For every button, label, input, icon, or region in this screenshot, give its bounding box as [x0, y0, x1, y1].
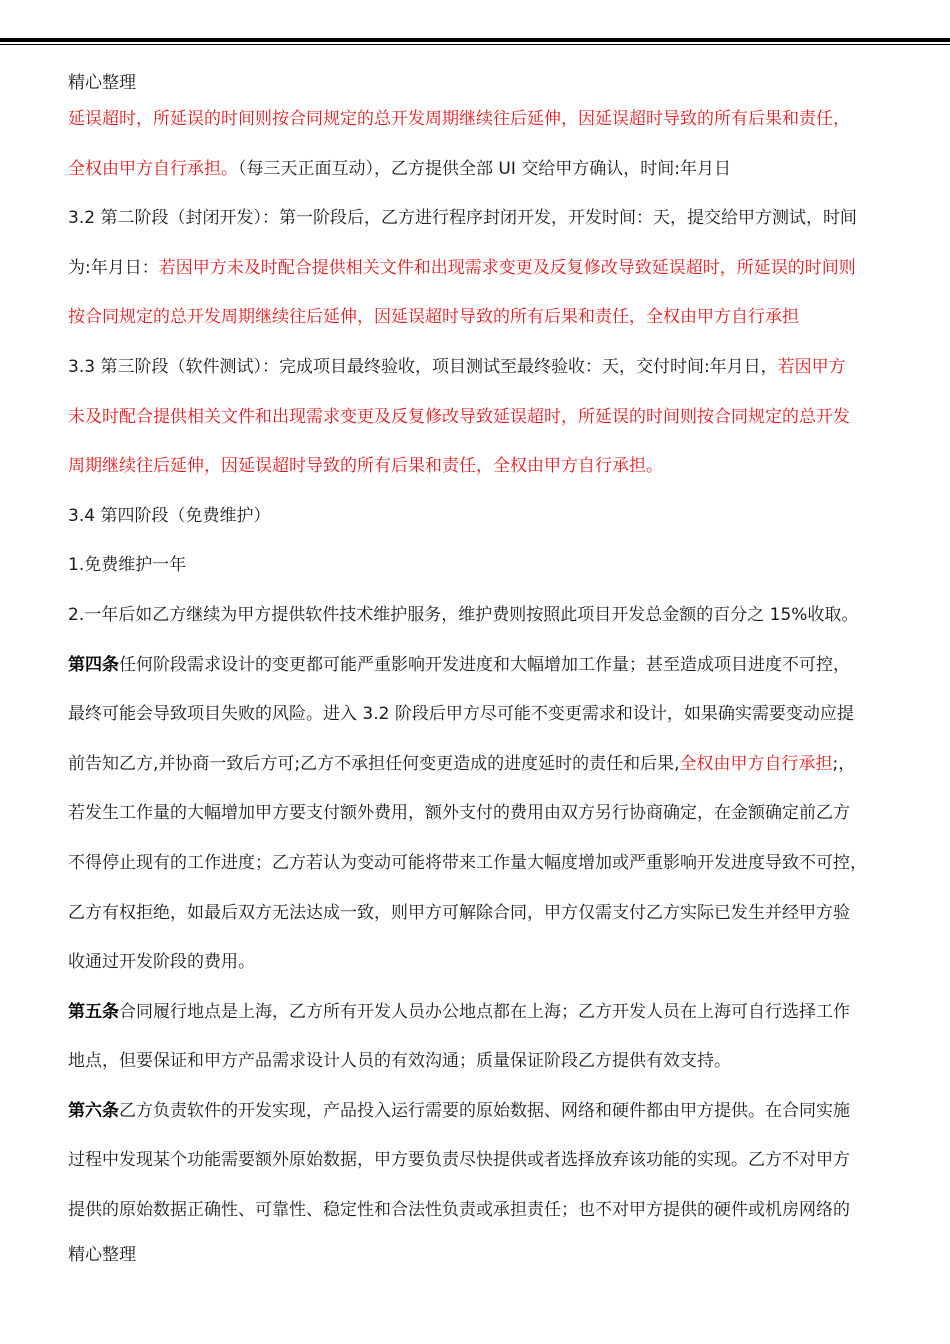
text-line — [68, 1144, 882, 1194]
highlighted-text: 按合同规定的总开发周期继续往后延伸，因延误超时导致的所有后果和责任，全权由甲方自行承担 — [68, 307, 799, 328]
header-rule-thick — [0, 38, 950, 42]
text-line — [68, 748, 882, 798]
body-text: 收通过开发阶段的费用。 — [68, 952, 255, 973]
text-line — [68, 401, 882, 451]
text-line — [68, 351, 882, 401]
text-line — [68, 549, 882, 599]
body-text: 3.2 第二阶段（封闭开发）：第一阶段后，乙方进行程序封闭开发，开发时间：天，提交给甲方测试，时间 — [68, 208, 857, 229]
clause-heading: 第四条 — [68, 654, 119, 675]
text-line — [68, 301, 882, 351]
highlighted-text: 若因甲方未及时配合提供相关文件和出现需求变更及反复修改导致延误超时，所延误的时间则 — [158, 257, 856, 278]
text-line — [68, 698, 882, 748]
highlighted-text: 未及时配合提供相关文件和出现需求变更及反复修改导致延误超时，所延误的时间则按合同规定的总开发 — [68, 406, 850, 427]
highlighted-text: 全权由甲方自行承担 — [679, 753, 833, 774]
body-text: 乙方有权拒绝，如最后双方无法达成一致，则甲方可解除合同，甲方仅需支付乙方实际已发生并经甲方验 — [68, 902, 850, 923]
text-line — [68, 1194, 882, 1244]
footer-note: 精心整理 — [68, 1245, 136, 1265]
clause-heading: 第五条 — [68, 1001, 119, 1022]
clause-heading: 第六条 — [68, 1100, 119, 1121]
text-line — [68, 897, 882, 947]
body-text: 过程中发现某个功能需要额外原始数据，甲方要负责尽快提供或者选择放弃该功能的实现。乙方不对甲方 — [68, 1150, 850, 1171]
body-text: 3.3 第三阶段（软件测试）：完成项目最终验收，项目测试至最终验收：天，交付时间:年月日， — [68, 356, 778, 377]
text-line — [68, 153, 882, 203]
highlighted-text: 全权由甲方自行承担。 — [68, 158, 238, 179]
body-text: （每三天正面互动），乙方提供全部 UI 交给甲方确认，时间:年月日 — [238, 158, 731, 179]
body-text: 不得停止现有的工作进度；乙方若认为变动可能将带来工作量大幅度增加或严重影响开发进度导致不可控， — [68, 852, 867, 873]
text-line — [68, 252, 882, 302]
text-line — [68, 103, 882, 153]
header-rule-thin — [0, 44, 950, 45]
body-text: 若发生工作量的大幅增加甲方要支付额外费用，额外支付的费用由双方另行协商确定，在金额确定前乙方 — [68, 803, 850, 824]
body-text: 提供的原始数据正确性、可靠性、稳定性和合法性负责或承担责任；也不对甲方提供的硬件或机房网络的 — [68, 1200, 850, 1221]
body-text: 为:年月日： — [68, 257, 159, 278]
text-line — [68, 847, 882, 897]
body-text: 乙方负责软件的开发实现，产品投入运行需要的原始数据、网络和硬件都由甲方提供。在合同实施 — [119, 1100, 850, 1121]
text-line — [68, 500, 882, 550]
body-text: 2.一年后如乙方继续为甲方提供软件技术维护服务，维护费则按照此项目开发总金额的百分之 15%收取。 — [68, 604, 859, 625]
header-note: 精心整理 — [68, 73, 136, 93]
text-line — [68, 450, 882, 500]
body-text: 1.免费维护一年 — [68, 555, 187, 576]
body-text: ;， — [832, 753, 856, 774]
text-line — [68, 649, 882, 699]
body-text: 前告知乙方,并协商一致后方可;乙方不承担任何变更造成的进度延时的责任和后果, — [68, 753, 680, 774]
body-text: 最终可能会导致项目失败的风险。进入 3.2 阶段后甲方尽可能不变更需求和设计，如果确实需要变动应提 — [68, 704, 854, 725]
body-text: 3.4 第四阶段（免费维护） — [68, 505, 271, 526]
text-line — [68, 797, 882, 847]
text-line — [68, 599, 882, 649]
highlighted-text: 周期继续往后延伸，因延误超时导致的所有后果和责任，全权由甲方自行承担。 — [68, 456, 663, 477]
body-text: 合同履行地点是上海，乙方所有开发人员办公地点都在上海；乙方开发人员在上海可自行选择工作 — [119, 1001, 850, 1022]
text-line — [68, 202, 882, 252]
text-line — [68, 1095, 882, 1145]
text-line — [68, 946, 882, 996]
body-text: 任何阶段需求设计的变更都可能严重影响开发进度和大幅增加工作量；甚至造成项目进度不可控， — [119, 654, 850, 675]
highlighted-text: 若因甲方 — [777, 356, 846, 377]
highlighted-text: 延误超时，所延误的时间则按合同规定的总开发周期继续往后延伸，因延误超时导致的所有后果和责任， — [68, 109, 850, 129]
body-text: 地点，但要保证和甲方产品需求设计人员的有效沟通；质量保证阶段乙方提供有效支持。 — [68, 1051, 731, 1072]
text-line — [68, 1045, 882, 1095]
text-line — [68, 996, 882, 1046]
document-body — [68, 103, 882, 1244]
